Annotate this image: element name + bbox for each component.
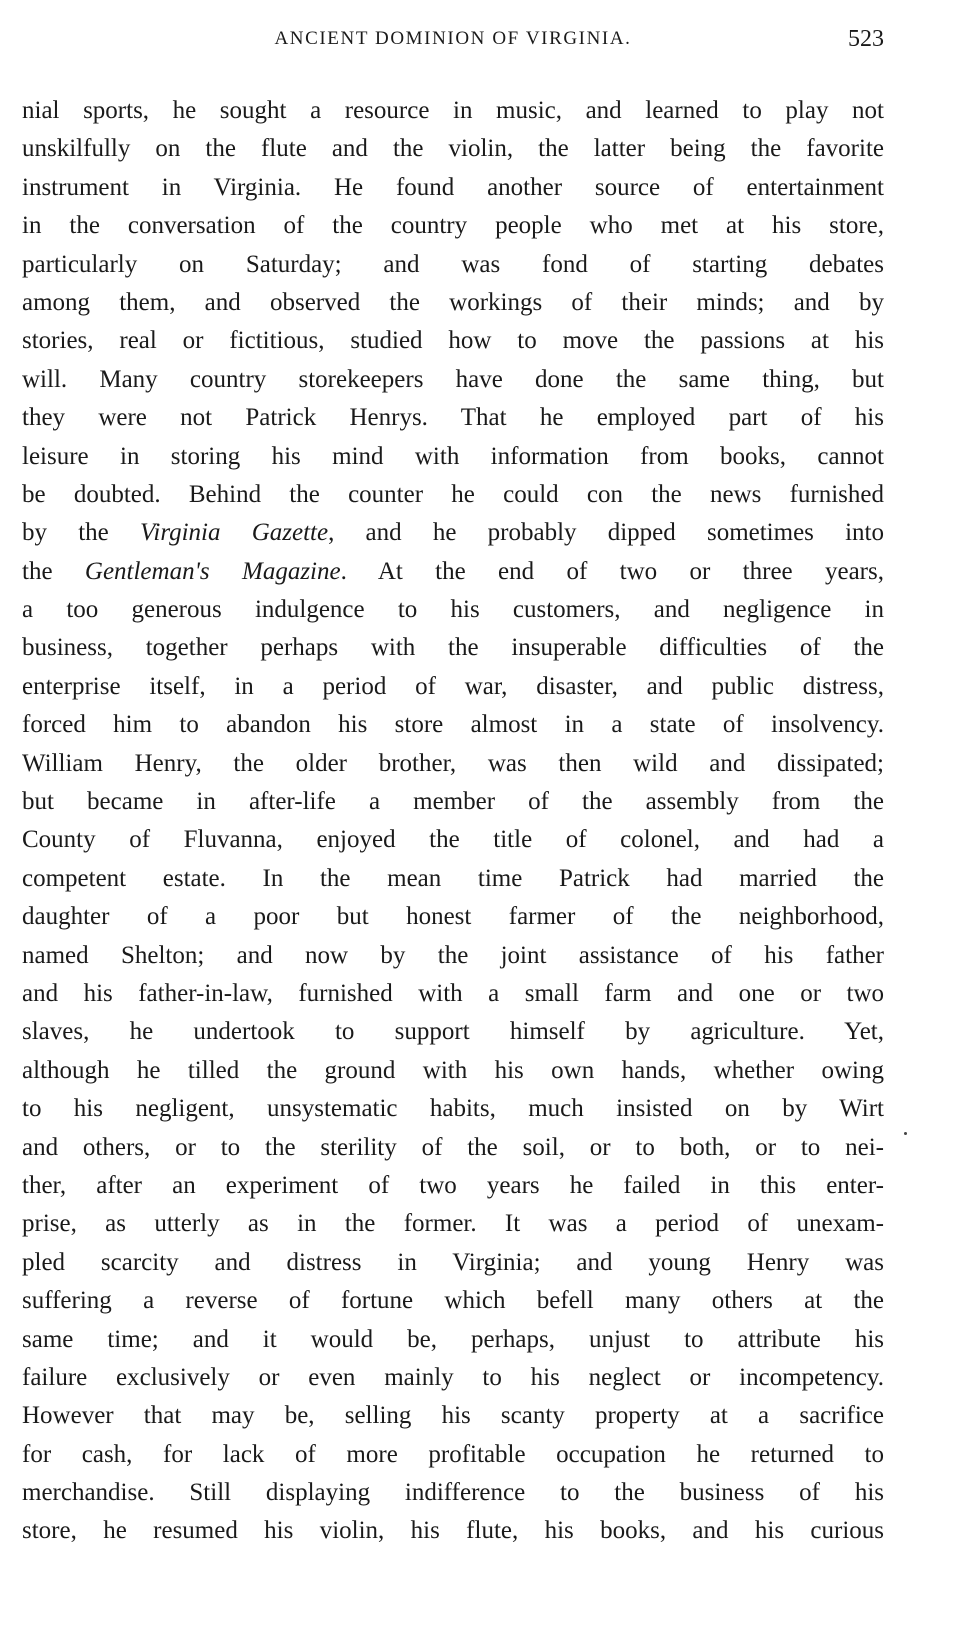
text-line: although he tilled the ground with his own hands, whether owing	[22, 1056, 884, 1084]
text-line: to his negligent, unsystematic habits, much insisted on by Wirt	[22, 1095, 884, 1123]
text-line: competent estate. In the mean time Patrick had married the	[22, 864, 884, 892]
text-line: nial sports, he sought a resource in music, and learned to play not	[22, 97, 884, 124]
text-line: County of Fluvanna, enjoyed the title of colonel, and had a	[22, 826, 884, 854]
text-line: forced him to abandon his store almost in a state of insolvency.	[22, 711, 884, 739]
text-line: enterprise itself, in a period of war, disaster, and public distress,	[22, 672, 884, 700]
text-line: and his father-in-law, furnished with a small farm and one or two	[22, 979, 884, 1007]
text-line: business, together perhaps with the insuperable difficulties of the	[22, 634, 884, 662]
text-line: instrument in Virginia. He found another source of entertainment	[22, 173, 884, 201]
text-line: failure exclusively or even mainly to his neglect or incompetency.	[22, 1363, 884, 1391]
margin-mark	[904, 1132, 907, 1135]
text-line: in the conversation of the country people who met at his store,	[22, 212, 884, 240]
text-line: ther, after an experiment of two years he failed in this enter-	[22, 1171, 884, 1199]
text-line: named Shelton; and now by the joint assistance of his father	[22, 941, 884, 969]
text-line: leisure in storing his mind with information from books, cannot	[22, 442, 884, 470]
text-line: However that may be, selling his scanty property at a sacrifice	[22, 1402, 884, 1430]
text-line: merchandise. Still displaying indifference to the business of his	[22, 1479, 884, 1507]
page-number: 523	[848, 26, 884, 52]
running-title: ANCIENT DOMINION OF VIRGINIA.	[274, 28, 632, 49]
italic-title: Gentleman's Magazine	[84, 557, 341, 585]
text-line: by the Virginia Gazette, and he probably dipped sometimes into	[22, 519, 884, 547]
running-head	[22, 26, 884, 56]
text-line: stories, real or fictitious, studied how to move the passions at his	[22, 327, 884, 355]
text-line: suffering a reverse of fortune which befell many others at the	[22, 1287, 884, 1315]
text-line: store, he resumed his violin, his flute, his books, and his curious	[22, 1517, 884, 1545]
text-line: among them, and observed the workings of their minds; and by	[22, 288, 884, 316]
text-line: pled scarcity and distress in Virginia; and young Henry was	[22, 1248, 884, 1276]
text-line: unskilfully on the flute and the violin, the latter being the favorite	[22, 135, 884, 163]
text-line: slaves, he undertook to support himself by agriculture. Yet,	[22, 1018, 884, 1046]
text-line: the Gentleman's Magazine. At the end of two or three years,	[22, 557, 884, 585]
text-line: William Henry, the older brother, was then wild and dissipated;	[22, 749, 884, 777]
text-line: but became in after-life a member of the assembly from the	[22, 788, 884, 816]
text-line: particularly on Saturday; and was fond of starting debates	[22, 250, 884, 278]
text-line: and others, or to the sterility of the soil, or to both, or to nei-	[22, 1133, 884, 1161]
text-line: same time; and it would be, perhaps, unjust to attribute his	[22, 1325, 884, 1353]
text-line: be doubted. Behind the counter he could con the news furnished	[22, 480, 884, 508]
body-text	[22, 92, 884, 1551]
text-line: daughter of a poor but honest farmer of the neighborhood,	[22, 903, 884, 931]
text-line: will. Many country storekeepers have done the same thing, but	[22, 365, 884, 393]
text-line: for cash, for lack of more profitable occupation he returned to	[22, 1440, 884, 1468]
text-line: prise, as utterly as in the former. It was a period of unexam-	[22, 1210, 884, 1238]
italic-title: Virginia Gazette	[139, 519, 329, 547]
text-line: they were not Patrick Henrys. That he employed part of his	[22, 404, 884, 432]
text-line: a too generous indulgence to his customers, and negligence in	[22, 596, 884, 624]
